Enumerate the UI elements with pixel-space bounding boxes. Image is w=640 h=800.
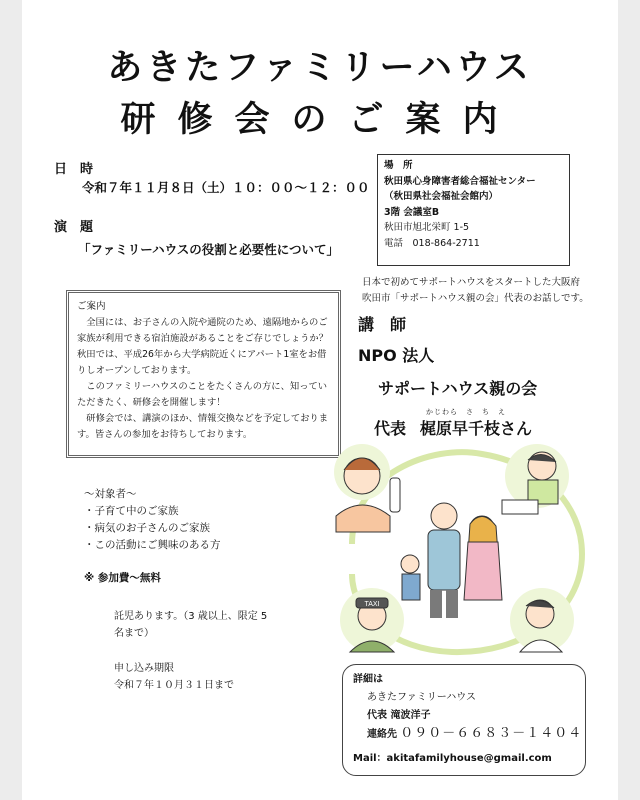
lecture-label: 演 題 [54, 220, 94, 235]
venue-name: 秋田県心身障害者総合福祉センター [384, 175, 536, 187]
childcare-line1: 託児あります。（3 歳以上、限定 5 [114, 611, 268, 622]
speaker-org1: NPO 法人 [358, 346, 435, 365]
contact-mail: Mail：akitafamilyhouse@gmail.com [353, 753, 552, 764]
datetime-value: 令和７年１１月８日（土）１０：００～１２：００ [82, 180, 370, 195]
nurse-figure [510, 588, 574, 652]
targets-section [84, 486, 221, 554]
contact-rep: 代表 滝波洋子 [367, 710, 431, 721]
speaker-role: 代表 [374, 419, 407, 438]
venue-box [377, 154, 570, 266]
venue-tel: 電話 018-864-2711 [384, 237, 480, 249]
speaker-note-line2: 吹田市「サポートハウス親の会」代表のお話しです。 [362, 293, 589, 304]
student-figure [502, 444, 569, 514]
announcement-p2: このファミリーハウスのことをたくさんの方に、知っていただきたく、研修会を開催します！ [77, 381, 328, 408]
taxi-driver-figure [340, 588, 404, 652]
contact-tel: ０９０－６６８３－１４０４ [400, 726, 583, 741]
speaker-name: 梶原早千枝さん [420, 419, 533, 438]
targets-item: ・病気のお子さんのご家族 [84, 522, 210, 534]
illustration [292, 424, 622, 664]
lecture-title: 「ファミリーハウスの役割と必要性について」 [78, 242, 340, 257]
datetime-label: 日 時 [54, 162, 94, 177]
targets-item: ・この活動にご興味のある方 [84, 539, 221, 551]
announcement-p1: 全国には、お子さんの入院や通院のため、遠隔地からのご家族が利用できる宿泊施設があることをご存じでしょうか？ 秋田では、平成26年から大学病院近くにアパート1室をお借りしオープンしております。 [77, 317, 329, 376]
contact-org: あきたファミリーハウス [367, 692, 476, 703]
venue-room: 3階 会議室B [384, 206, 440, 218]
contact-box [342, 664, 586, 776]
announcement-p3: 研修会では、講演のほか、情報交換などを予定しております。皆さんの参加をお待ちしております。 [77, 413, 329, 440]
title-line2: 研修会のご案内 [120, 100, 520, 140]
deadline-block [114, 660, 234, 694]
flyer-page [22, 0, 618, 800]
title-line1: あきたファミリーハウス [107, 48, 533, 88]
venue-address: 秋田市旭北栄町 1-5 [384, 222, 470, 233]
speaker-org2: サポートハウス親の会 [378, 379, 538, 398]
targets-heading: ～対象者～ [84, 488, 137, 500]
contact-heading: 詳細は [353, 674, 383, 685]
contact-tel-label: 連絡先 [367, 729, 397, 740]
deadline-label: 申し込み期限 [114, 663, 174, 674]
mother-figure [334, 444, 400, 532]
taxi-label: TAXI [364, 601, 380, 608]
speaker-label: 講 師 [358, 315, 407, 334]
deadline-value: 令和７年１０月３１日まで [114, 680, 234, 691]
venue-sub: （秋田県社会福祉会館内） [384, 191, 499, 202]
childcare-line2: 名まで） [114, 628, 154, 639]
speaker-note-line1: 日本で初めてサポートハウスをスタートした大阪府 [362, 277, 581, 288]
announcement-heading: ご案内 [77, 301, 106, 312]
childcare-note [114, 608, 267, 642]
venue-label: 場 所 [384, 160, 413, 171]
fee-note: ※ 参加費～無料 [84, 572, 161, 584]
family-figure [401, 503, 502, 618]
targets-item: ・子育て中のご家族 [84, 505, 179, 517]
speaker-name-ruby: かじわら さ ち え [426, 408, 506, 416]
